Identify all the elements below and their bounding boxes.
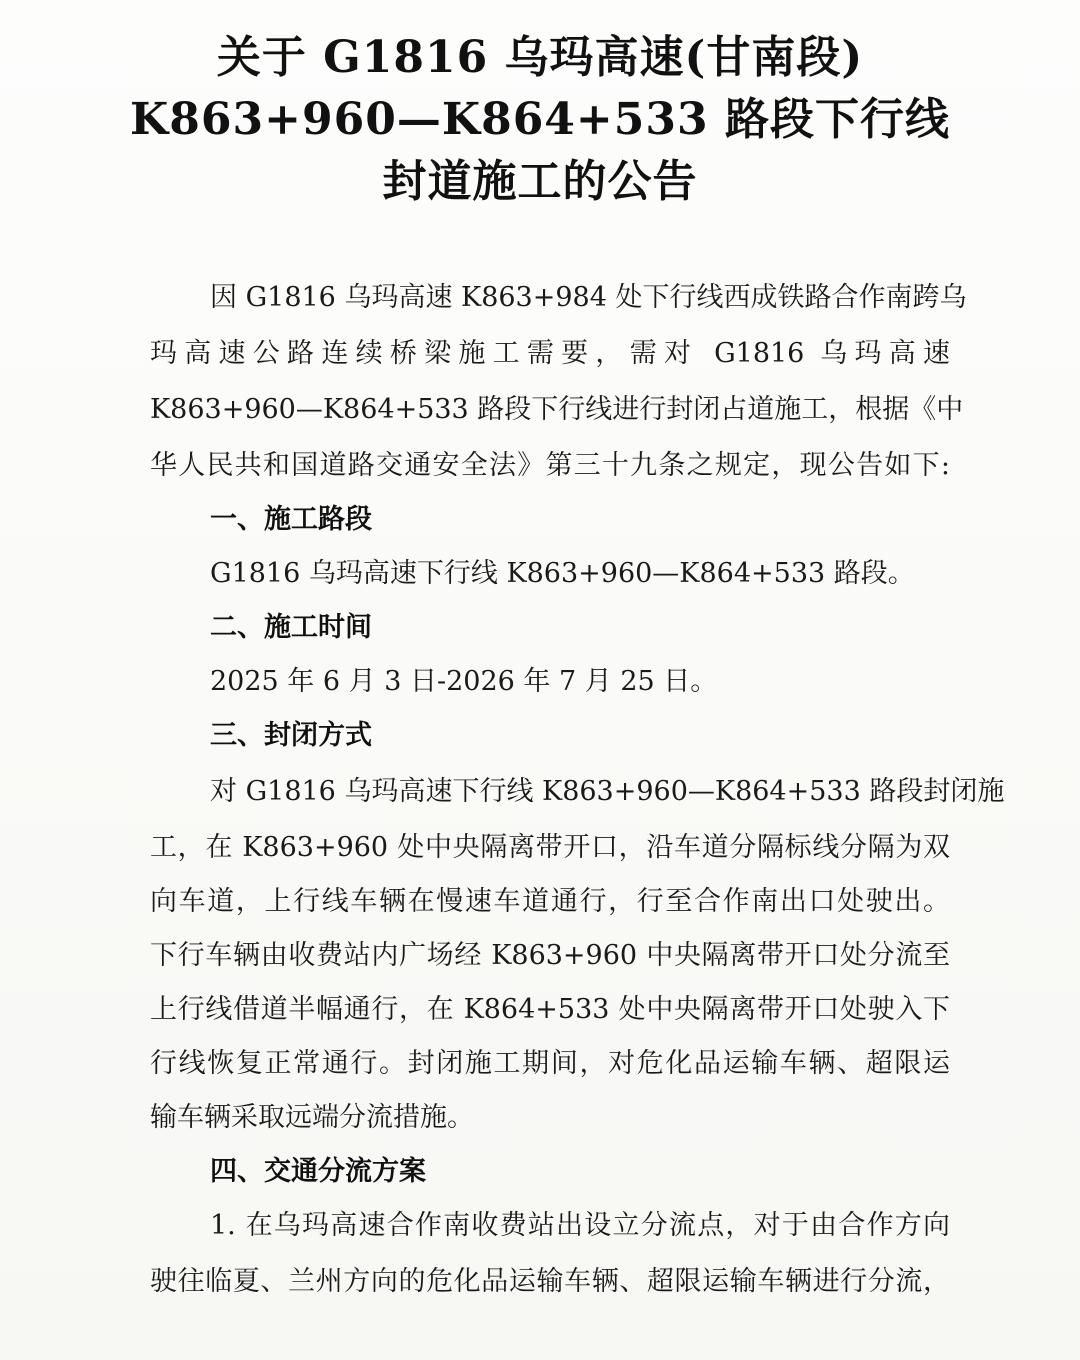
section-3-line-7: 输车辆采取远端分流措施。 (150, 1102, 474, 1133)
section-heading-construction-section: 一、施工路段 (210, 504, 372, 535)
section-heading-construction-time: 二、施工时间 (210, 612, 372, 643)
document-title-line-1: 关于 G1816 乌玛高速(甘南段) (216, 32, 864, 83)
section-3-line-4: 下行车辆由收费站内广场经 K863+960 中央隔离带开口处分流至 (150, 940, 950, 971)
section-heading-traffic-diversion-plan: 四、交通分流方案 (210, 1156, 426, 1187)
intro-line-1: 因 G1816 乌玛高速 K863+984 处下行线西成铁路合作南跨乌 (210, 282, 967, 313)
section-3-line-6: 行线恢复正常通行。封闭施工期间，对危化品运输车辆、超限运 (150, 1048, 950, 1079)
intro-line-4: 华人民共和国道路交通安全法》第三十九条之规定，现公告如下: (150, 450, 950, 481)
section-3-line-3: 向车道，上行线车辆在慢速车道通行，行至合作南出口处驶出。 (150, 886, 950, 917)
document-title-line-3: 封道施工的公告 (382, 156, 698, 207)
section-3-line-2: 工，在 K863+960 处中央隔离带开口，沿车道分隔标线分隔为双 (150, 832, 950, 863)
intro-line-2: 玛高速公路连续桥梁施工需要，需对 G1816 乌玛高速 (150, 338, 950, 369)
section-heading-closure-method: 三、封闭方式 (210, 720, 372, 751)
document-title-line-2: K863+960—K864+533 路段下行线 (130, 94, 950, 145)
section-4-line-1: 1. 在乌玛高速合作南收费站出设立分流点，对于由合作方向 (210, 1210, 950, 1241)
section-3-line-5: 上行线借道半幅通行，在 K864+533 处中央隔离带开口处驶入下 (150, 994, 950, 1025)
section-4-line-2: 驶往临夏、兰州方向的危化品运输车辆、超限运输车辆进行分流， (150, 1266, 950, 1297)
section-2-line-1: 2025 年 6 月 3 日-2026 年 7 月 25 日。 (210, 666, 718, 697)
section-3-line-1: 对 G1816 乌玛高速下行线 K863+960—K864+533 路段封闭施 (210, 776, 1005, 807)
section-1-line-1: G1816 乌玛高速下行线 K863+960—K864+533 路段。 (210, 558, 915, 589)
intro-line-3: K863+960—K864+533 路段下行线进行封闭占道施工，根据《中 (150, 394, 964, 425)
